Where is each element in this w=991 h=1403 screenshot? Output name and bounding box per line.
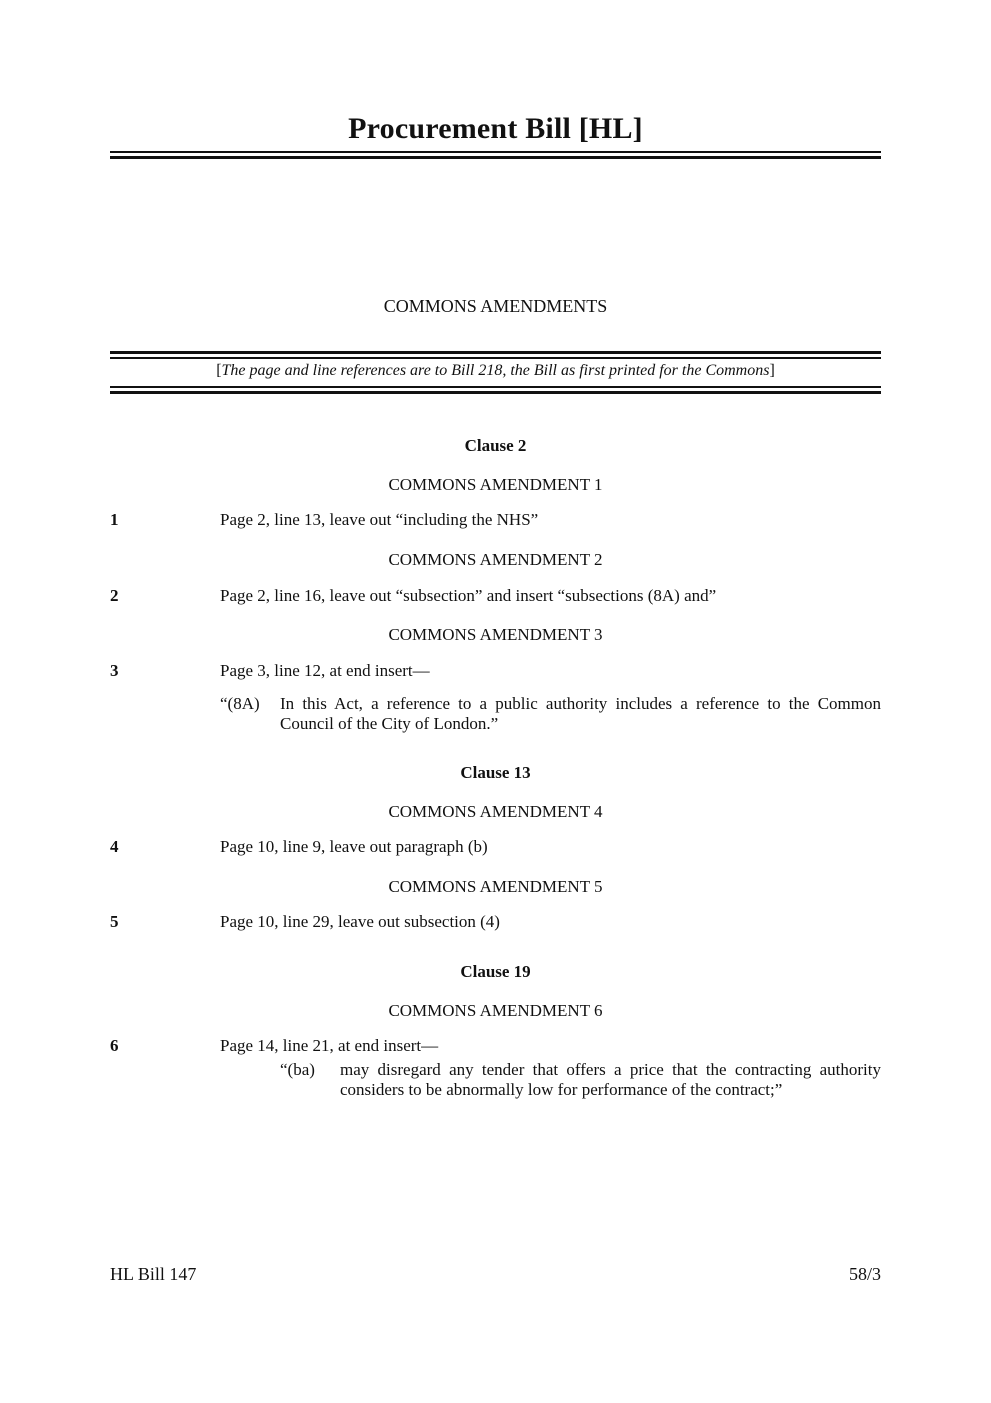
inserted-subsection [220, 694, 881, 736]
amendment-heading: COMMONS AMENDMENT 6 [388, 1001, 603, 1020]
reference-note [110, 362, 881, 380]
inserted-paragraph [280, 1060, 881, 1122]
amendment-text: Page 10, line 29, leave out subsection (4) [220, 912, 500, 931]
footer-bill-reference: HL Bill 147 [110, 1264, 197, 1284]
amendment-number: 5 [110, 912, 119, 931]
amendment-number: 4 [110, 837, 119, 856]
title-double-rule [110, 151, 881, 159]
amendment-number: 3 [110, 661, 119, 680]
amendment-heading: COMMONS AMENDMENT 4 [388, 802, 603, 821]
document-page [110, 0, 881, 1403]
footer-page-code: 58/3 [848, 1264, 881, 1284]
amendment-heading: COMMONS AMENDMENT 5 [388, 877, 603, 896]
amendment-heading: COMMONS AMENDMENT 1 [388, 475, 603, 494]
inserted-subsection-text: In this Act, a reference to a public authority includes a reference to the Common Council of the City of London.” [280, 694, 881, 733]
clause-heading: Clause 2 [464, 436, 527, 455]
amendment-number: 1 [110, 510, 119, 529]
inserted-paragraph-text: may disregard any tender that offers a price that the contracting authority considers to be abnormally low for performance of the contract;” [340, 1060, 881, 1099]
amendment-text: Page 10, line 9, leave out paragraph (b) [220, 837, 488, 856]
document-subtitle: COMMONS AMENDMENTS [383, 296, 608, 316]
amendment-number: 6 [110, 1036, 119, 1055]
amendment-text: Page 3, line 12, at end insert— [220, 661, 430, 680]
inserted-subsection-label: “(8A) [220, 694, 260, 713]
amendment-heading: COMMONS AMENDMENT 3 [388, 625, 603, 644]
amendment-text: Page 14, line 21, at end insert— [220, 1036, 439, 1055]
reference-note-text: The page and line references are to Bill 218, the Bill as first printed for the Commons [221, 362, 770, 379]
document-title: Procurement Bill [HL] [348, 112, 643, 145]
clause-heading: Clause 19 [460, 962, 531, 981]
reference-note-bottom-rule [110, 386, 881, 394]
amendment-heading: COMMONS AMENDMENT 2 [388, 550, 603, 569]
amendment-text: Page 2, line 13, leave out “including the NHS” [220, 510, 539, 529]
amendment-number: 2 [110, 586, 119, 605]
reference-note-top-rule [110, 351, 881, 359]
amendment-text: Page 2, line 16, leave out “subsection” and insert “subsections (8A) and” [220, 586, 717, 605]
reference-note-open-bracket: [ [216, 362, 222, 379]
inserted-paragraph-label: “(ba) [280, 1060, 315, 1079]
clause-heading: Clause 13 [460, 763, 531, 782]
reference-note-close-bracket: ] [769, 362, 775, 379]
